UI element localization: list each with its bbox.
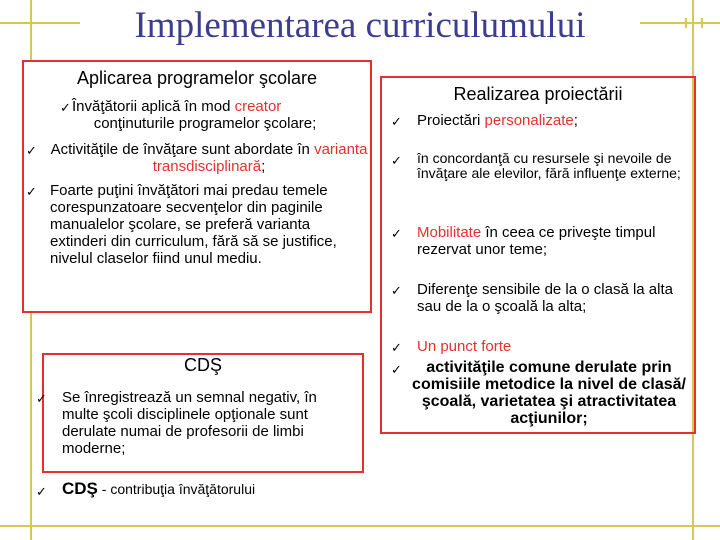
- item-text: Activităţile de învăţare sunt abordate în: [50, 141, 315, 158]
- item-emphasis: personalizate: [484, 112, 574, 129]
- decor-line-top-mark: [685, 18, 703, 28]
- cds-strong: CDŞ: [62, 479, 98, 498]
- design-heading: Realizarea proiectării: [453, 84, 623, 104]
- item-text: Proiectări: [417, 112, 485, 129]
- check-icon: ✓: [391, 283, 402, 298]
- page-title: Implementarea curriculumului: [80, 4, 640, 48]
- check-icon: ✓: [391, 362, 402, 377]
- application-box: [22, 60, 372, 313]
- check-icon: ✓: [60, 100, 71, 115]
- design-item-6: activităţile comune derulate prin comisiile metodice la nivel de clasă/şcoală, varietatea şi atractivitatea acţiunilor;: [412, 359, 686, 427]
- check-icon: ✓: [36, 484, 47, 499]
- cds-item-2: [62, 480, 352, 498]
- check-icon: ✓: [391, 153, 402, 168]
- item-text-end: ;: [573, 112, 578, 129]
- design-item-3: [417, 224, 687, 258]
- item-text: în ceea ce priveşte timpul rezervat unor teme;: [417, 224, 656, 258]
- check-icon: ✓: [26, 184, 37, 199]
- application-heading: Aplicarea programelor şcolare: [76, 68, 318, 88]
- check-icon: ✓: [391, 226, 402, 241]
- item-emphasis: varianta transdisciplinară: [152, 141, 368, 175]
- check-icon: ✓: [26, 143, 37, 158]
- design-item-4: Diferenţe sensibile de la o clasă la alta sau de la o şcoală la alta;: [417, 281, 673, 315]
- check-icon: ✓: [391, 114, 402, 129]
- item-text-end: conţinuturile programelor şcolare;: [93, 115, 317, 132]
- item-emphasis: creator: [234, 98, 282, 115]
- design-item-5: Un punct forte: [417, 338, 512, 355]
- check-icon: ✓: [391, 340, 402, 355]
- item-text-end: ;: [261, 158, 266, 175]
- cds-rest: - contribuţia învăţătorului: [97, 481, 256, 497]
- application-item-2: [50, 141, 368, 175]
- application-item-1: [72, 98, 362, 132]
- cds-heading: CDŞ: [183, 355, 222, 375]
- design-item-2: în concordanţă cu resursele şi nevoile de învăţare ale elevilor, fără influenţe externe;: [417, 150, 681, 181]
- decor-line-bottom: [0, 525, 720, 527]
- design-item-1: [417, 112, 687, 129]
- cds-item-1: Se înregistrează un semnal negativ, în multe şcoli disciplinele opţionale sunt derulate numai de profesorii de limbi moderne;: [62, 389, 317, 457]
- application-item-3: Foarte puţini învăţători mai predau temele corespunzatoare secvenţelor din paginile manualelor şcolare, se preferă varianta extinderi din curriculum, fără să se justifice, nivelul claselor fiind unul mediu.: [50, 182, 337, 267]
- item-text: Învăţătorii aplică în mod: [72, 98, 235, 115]
- item-emphasis: Mobilitate: [417, 224, 482, 241]
- check-icon: ✓: [36, 391, 47, 406]
